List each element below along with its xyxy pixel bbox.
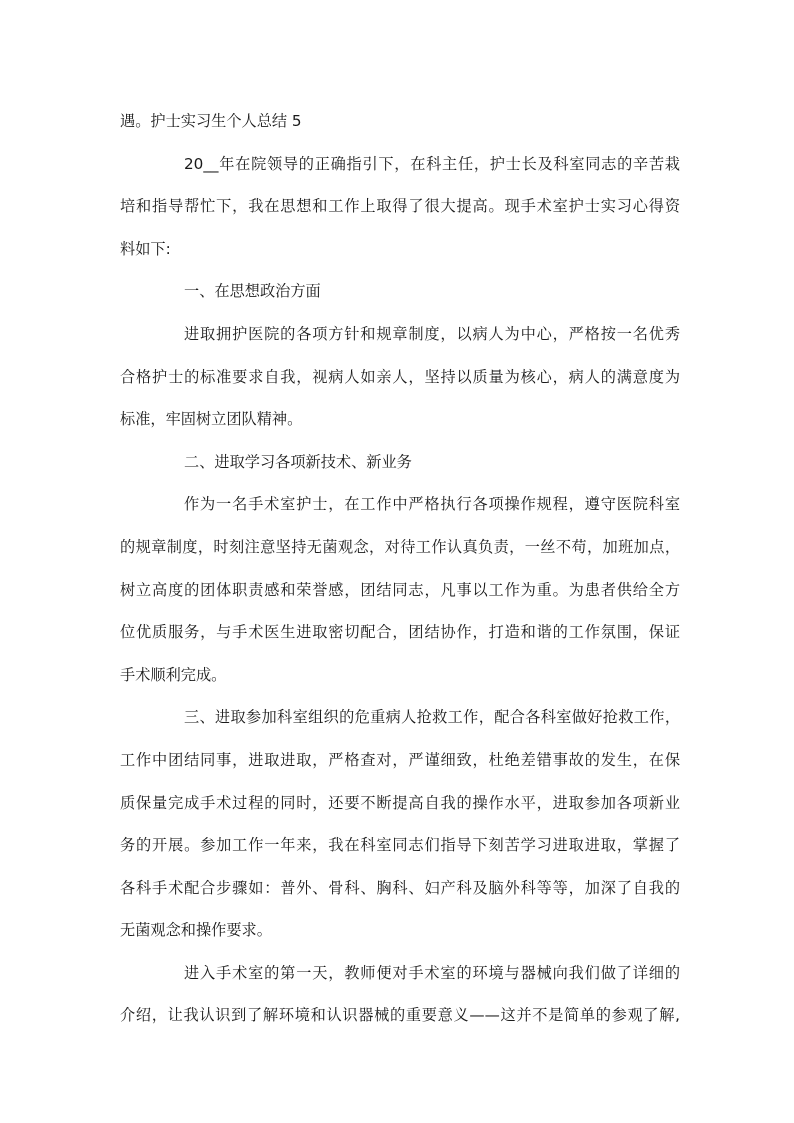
text-line: 手术顺利完成。 bbox=[120, 665, 227, 684]
text-line: 二、进取学习各项新技术、新业务 bbox=[184, 452, 412, 471]
text-line: 位优质服务，与手术医生进取密切配合，团结协作，打造和谐的工作氛围，保证 bbox=[120, 623, 680, 642]
text-line: 作为一名手术室护士，在工作中严格执行各项操作规程，遵守医院科室 bbox=[184, 495, 680, 514]
text-line: 无菌观念和操作要求。 bbox=[120, 921, 272, 940]
text-line: 合格护士的标准要求自我，视病人如亲人，坚持以质量为核心，病人的满意度为 bbox=[120, 367, 680, 386]
text-line: 务的开展。参加工作一年来，我在科室同志们指导下刻苦学习进取进取，掌握了 bbox=[120, 836, 680, 855]
text-line: 树立高度的团体职责感和荣誉感，团结同志，凡事以工作为重。为患者供给全方 bbox=[120, 580, 680, 599]
text-line: 工作中团结同事，进取进取，严格查对，严谨细致，杜绝差错事故的发生，在保 bbox=[120, 750, 680, 769]
text-line: 的规章制度，时刻注意坚持无菌观念，对待工作认真负责，一丝不苟，加班加点， bbox=[120, 537, 680, 556]
text-line: 料如下: bbox=[120, 239, 171, 258]
text-line: 遇。护士实习生个人总结 5 bbox=[120, 112, 302, 130]
text-line: 介绍，让我认识到了解环境和认识器械的重要意义——这并不是简单的参观了解, bbox=[120, 1006, 680, 1025]
document-body bbox=[120, 100, 680, 1037]
text-line: 进取拥护医院的各项方针和规章制度，以病人为中心，严格按一名优秀 bbox=[184, 324, 680, 343]
text-line: 质保量完成手术过程的同时，还要不断提高自我的操作水平，进取参加各项新业 bbox=[120, 793, 680, 812]
text-line: 各科手术配合步骤如：普外、骨科、胸科、妇产科及脑外科等等，加深了自我的 bbox=[120, 878, 680, 897]
text-line: 一、在思想政治方面 bbox=[184, 282, 321, 301]
text-line: 20__年在院领导的正确指引下，在科主任，护士长及科室同志的辛苦栽 bbox=[184, 154, 680, 173]
text-line: 培和指导帮忙下，我在思想和工作上取得了很大提高。现手术室护士实习心得资 bbox=[120, 197, 680, 216]
text-line: 进入手术室的第一天，教师便对手术室的环境与器械向我们做了详细的 bbox=[184, 963, 680, 982]
text-line: 三、进取参加科室组织的危重病人抢救工作，配合各科室做好抢救工作， bbox=[184, 708, 680, 727]
text-line: 标准，牢固树立团队精神。 bbox=[120, 410, 303, 429]
